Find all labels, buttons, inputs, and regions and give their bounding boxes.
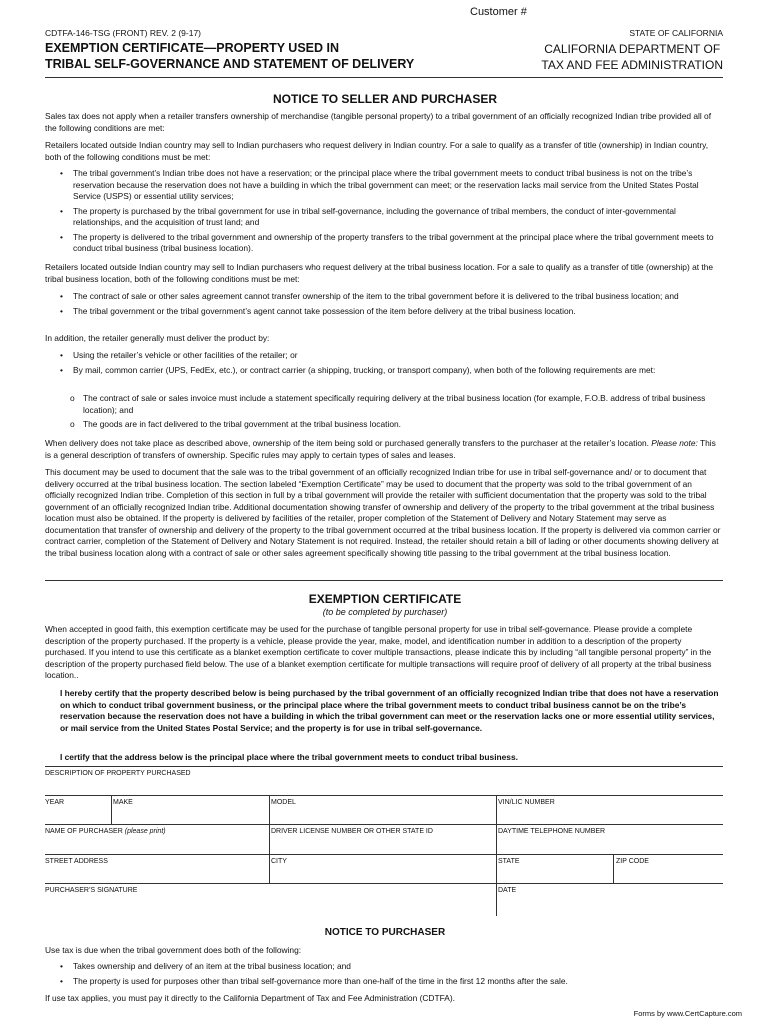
agency-name bbox=[541, 41, 723, 73]
delivery-methods-list bbox=[60, 350, 722, 379]
notice-heading: NOTICE TO SELLER AND PURCHASER bbox=[272, 92, 497, 106]
field-separator bbox=[111, 795, 112, 824]
zip-code-field[interactable]: ZIP CODE bbox=[616, 858, 649, 865]
list-item: • The contract of sale or other sales agreement cannot transfer ownership of the item to the tribal government before it is delivered to the tribal business location; and bbox=[60, 291, 722, 303]
field-divider bbox=[45, 883, 723, 884]
form-title-line2: TRIBAL SELF-GOVERNANCE AND STATEMENT OF DELIVERY bbox=[45, 57, 415, 71]
please-note-label: Please note: bbox=[651, 438, 698, 448]
year-field[interactable]: YEAR bbox=[45, 799, 65, 806]
purchaser-name-field[interactable] bbox=[45, 828, 166, 835]
list-item: • The property is delivered to the tribal government and ownership of the property transfers to the tribal government at the principal place where the tribal government meets to conduct tribal business (tribal business location). bbox=[60, 232, 722, 255]
purchaser-notice-heading: NOTICE TO PURCHASER bbox=[324, 927, 446, 938]
customer-number-label: Customer # bbox=[470, 6, 527, 18]
field-divider bbox=[45, 854, 723, 855]
purchaser-notice-paragraph-1: Use tax is due when the tribal government does both of the following: bbox=[45, 945, 302, 955]
form-title bbox=[45, 40, 414, 72]
note-text-a: When delivery does not take place as described above, ownership of the item being sold or purchased generally transfers to the purchaser at the retailer’s location. bbox=[45, 438, 652, 448]
notice-paragraph-2: Retailers located outside Indian country may sell to Indian purchasers who request delivery in Indian country. For a sale to qualify as a transfer of title (ownership) in Indian country, both of the following conditions must be met: bbox=[45, 140, 709, 162]
certification-statement: I hereby certify that the property described below is being purchased by the tribal government of an officially recognized Indian tribe that does not have a reservation on which to conduct tribal government business, or the principal place where the tribal government meets to conduct tribal business cannot be on the tribe’s reservation because the reservation does not have a building in which the tribal government can meet or the reservation lacks one or more essential utility services, or mail service from the United States Postal Service; and the property is for use in tribal self-governance. bbox=[60, 688, 719, 733]
model-field[interactable]: MODEL bbox=[271, 799, 296, 806]
license-field[interactable]: DRIVER LICENSE NUMBER OR OTHER STATE ID bbox=[271, 828, 433, 835]
city-field[interactable]: CITY bbox=[271, 858, 287, 865]
purchaser-name-label: NAME OF PURCHASER bbox=[45, 828, 123, 835]
field-divider bbox=[45, 824, 723, 825]
notice-paragraph-4: In addition, the retailer generally must deliver the product by: bbox=[45, 333, 270, 343]
state-field[interactable]: STATE bbox=[498, 858, 520, 865]
list-item: • By mail, common carrier (UPS, FedEx, etc.), or contract carrier (a shipping, trucking, or transport company), when both of the following requirements are met: bbox=[60, 365, 722, 377]
footer-credit: Forms by www.CertCapture.com bbox=[633, 1009, 742, 1018]
certificate-fields bbox=[45, 766, 723, 916]
notice-paragraph-1: Sales tax does not apply when a retailer transfers ownership of merchandise (tangible personal property) to a tribal government of an officially recognized Indian tribe provided all of the following conditions are met: bbox=[45, 111, 712, 133]
vin-field[interactable]: VIN/LIC NUMBER bbox=[498, 799, 555, 806]
field-separator bbox=[496, 795, 497, 916]
list-item: • The tribal government or the tribal government’s agent cannot take possession of the item before delivery at the tribal business location. bbox=[60, 306, 722, 318]
field-separator bbox=[269, 795, 270, 883]
notice-paragraph-6: This document may be used to document that the sale was to the tribal government of an officially recognized Indian tribe for use in tribal self-governance and/ or to document that delivery occurred at the tribal business location. The section labeled “Exemption Certificate” may be used to document that the property was sold to the tribal government of an officially recognized Indian tribe. Completion of this section in full by a tribal government will provide the retailer with sufficient documentation that the property was sold to the tribal government of an officially recognized Indian tribe. Additional documentation showing transfer of ownership and delivery of the property to the tribal government at the tribal business location must also be obtained. If the property is delivered by facilities of the retailer, proper completion of the Statement of Delivery and Notary Statement may serve as documentation that transfer of ownership and delivery of the property to the tribal government occurred at the tribal business location. If the property is delivered via common carrier or contract carrier, completion of the Statement of Delivery and Notary Statement is not required. Instead, the retailer should retain a bill of lading or other documents showing delivery at the tribal business location along with a contract of sale or other sales agreement specifically showing title passing to the tribal government at the tribal business location. bbox=[45, 467, 721, 558]
exemption-paragraph: When accepted in good faith, this exemption certificate may be used for the purchase of tangible personal property for use in tribal self-governance. Please provide a complete description of the property purchased. If the property is a vehicle, please provide the year, make, model, and identification number in addition to a description of the property purchased. If you intend to use this certificate as a blanket exemption certificate to cover multiple transactions, please indicate this by including “all tangible personal property” in the description of the property purchased field below. The use of a blanket exemption certificate for multiple transactions will require proof of delivery of all property at the tribal business location.. bbox=[45, 624, 712, 680]
use-tax-conditions-list bbox=[60, 961, 722, 990]
exemption-heading: EXEMPTION CERTIFICATE bbox=[308, 592, 462, 606]
make-field[interactable]: MAKE bbox=[113, 799, 133, 806]
list-item: • Takes ownership and delivery of an item at the tribal business location; and bbox=[60, 961, 722, 973]
date-field[interactable]: DATE bbox=[498, 887, 517, 894]
delivery-conditions-list bbox=[60, 291, 722, 320]
agency-line1: CALIFORNIA DEPARTMENT OF bbox=[544, 42, 721, 56]
form-number: CDTFA-146-TSG (FRONT) REV. 2 (9-17) bbox=[45, 28, 202, 38]
field-divider bbox=[45, 766, 723, 767]
please-print-label: (please print) bbox=[124, 828, 166, 835]
list-item: o The goods are in fact delivered to the tribal government at the tribal business location. bbox=[70, 419, 722, 431]
purchaser-notice-paragraph-2: If use tax applies, you must pay it directly to the California Department of Tax and Fee Administration (CDTFA). bbox=[45, 993, 455, 1003]
section-divider bbox=[45, 580, 723, 581]
conditions-list bbox=[60, 168, 722, 258]
note-text-b: This is a general description of transfers of ownership. Specific rules may apply to certain types of sales and leases. bbox=[45, 438, 716, 460]
state-label: STATE OF CALIFORNIA bbox=[629, 28, 723, 38]
field-divider bbox=[45, 795, 723, 796]
street-address-field[interactable]: STREET ADDRESS bbox=[45, 858, 108, 865]
phone-field[interactable]: DAYTIME TELEPHONE NUMBER bbox=[498, 828, 606, 835]
agency-line2: TAX AND FEE ADMINISTRATION bbox=[541, 58, 723, 72]
address-certification: I certify that the address below is the principal place where the tribal government meets to conduct tribal business. bbox=[60, 752, 518, 762]
exemption-subheading: (to be completed by purchaser) bbox=[322, 607, 448, 617]
form-title-line1: EXEMPTION CERTIFICATE—PROPERTY USED IN bbox=[45, 41, 340, 55]
list-item: • Using the retailer’s vehicle or other facilities of the retailer; or bbox=[60, 350, 722, 362]
carrier-requirements-list bbox=[70, 393, 722, 434]
list-item: • The tribal government’s Indian tribe does not have a reservation; or the principal place where the tribal government meets to conduct tribal business is not on the tribe’s reservation because the reservation does not have a building in which the tribal government can meet; or the reservation lacks mail service from the United States Postal Service (USPS) or essential utility services; bbox=[60, 168, 722, 203]
description-field[interactable]: DESCRIPTION OF PROPERTY PURCHASED bbox=[45, 770, 191, 777]
list-item: • The property is used for purposes other than tribal self-governance more than one-half of the time in the first 12 months after the sale. bbox=[60, 976, 722, 988]
list-item: • The property is purchased by the tribal government for use in tribal self-governance, including the governance of tribal members, the conduct of inter-governmental relationships, and the acquisition of trust land; and bbox=[60, 206, 722, 229]
notice-paragraph-5 bbox=[45, 438, 723, 461]
notice-paragraph-3: Retailers located outside Indian country may sell to Indian purchasers who request delivery at the tribal business location. For a sale to qualify as a transfer of title (ownership) at the tribal business location, both of the following conditions must be met: bbox=[45, 262, 714, 284]
field-separator bbox=[613, 854, 614, 883]
signature-field[interactable]: PURCHASER’S SIGNATURE bbox=[45, 887, 138, 894]
header-divider bbox=[45, 77, 723, 78]
list-item: o The contract of sale or sales invoice must include a statement specifically requiring delivery at the tribal business location (for example, F.O.B. address of tribal business location); and bbox=[70, 393, 722, 416]
